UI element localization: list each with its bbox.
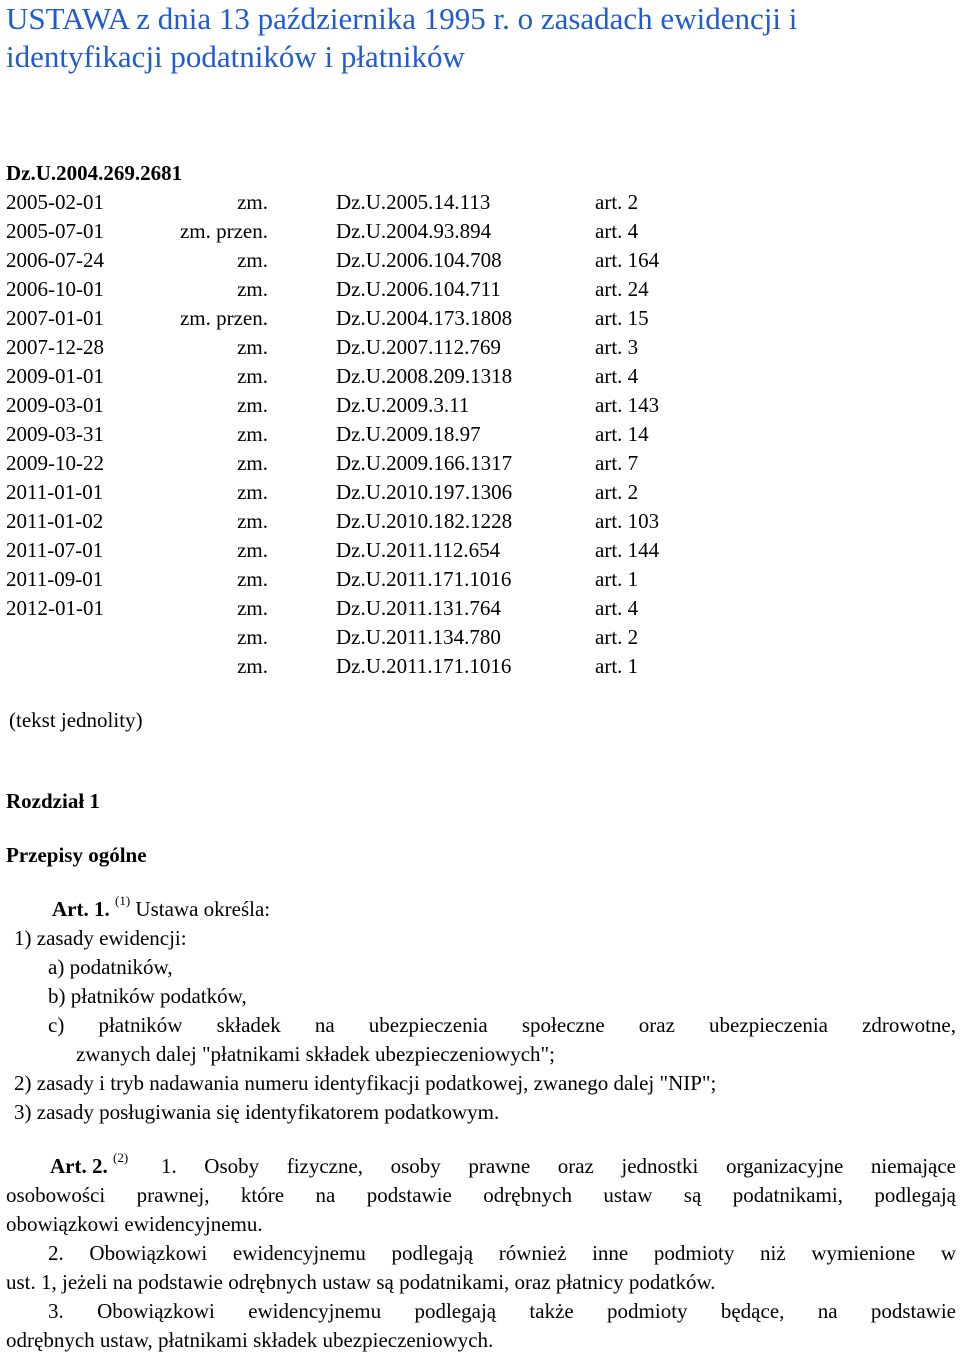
amendment-article: art. 7 <box>595 451 639 475</box>
amendment-reference: Dz.U.2004.173.1808 <box>336 306 513 330</box>
amendment-date: 2011-07-01 <box>6 538 104 562</box>
amendment-type: zm. <box>237 538 268 562</box>
amendment-type: zm. <box>237 625 268 649</box>
art2-footnote: (2) <box>112 1150 129 1165</box>
art1-label: Art. 1. <box>52 897 110 921</box>
amendment-article: art. 2 <box>595 480 639 504</box>
art2-p3-line2: odrębnych ustaw, płatnikami składek ubezpieczeniowych. <box>6 1328 494 1352</box>
amendment-reference: Dz.U.2006.104.708 <box>336 248 502 272</box>
amendment-type: zm. <box>237 190 268 214</box>
amendment-article: art. 4 <box>595 596 639 620</box>
amendment-date: 2006-10-01 <box>6 277 104 301</box>
art2-p3-line1: 3. Obowiązkowi ewidencyjnemu podlegają także podmioty będące, na podstawie <box>48 1299 956 1323</box>
amendment-reference: Dz.U.2008.209.1318 <box>336 364 513 388</box>
amendment-date: 2007-12-28 <box>6 335 104 359</box>
amendment-article: art. 103 <box>595 509 660 533</box>
art2-label-wrap <box>50 1150 129 1179</box>
amendment-article: art. 24 <box>595 277 649 301</box>
chapter-heading: Rozdział 1 <box>6 789 100 813</box>
amendment-type: zm. <box>237 596 268 620</box>
amendment-type: zm. przen. <box>179 306 268 330</box>
amendment-article: art. 2 <box>595 190 639 214</box>
art1-item-1a: a) podatników, <box>48 955 173 979</box>
art2-p2-line1: 2. Obowiązkowi ewidencyjnemu podlegają również inne podmioty niż wymienione w <box>48 1241 956 1265</box>
amendment-reference: Dz.U.2009.3.11 <box>336 393 470 417</box>
amendment-article: art. 143 <box>595 393 660 417</box>
amendment-reference: Dz.U.2007.112.769 <box>336 335 501 359</box>
amendment-article: art. 3 <box>595 335 639 359</box>
amendment-type: zm. <box>237 451 268 475</box>
amendment-article: art. 2 <box>595 625 639 649</box>
amendment-reference: Dz.U.2009.166.1317 <box>336 451 513 475</box>
amendment-date: 2005-07-01 <box>6 219 104 243</box>
amendment-type: zm. <box>237 480 268 504</box>
amendment-type: zm. <box>237 654 268 678</box>
art1-item-2: 2) zasady i tryb nadawania numeru identyfikacji podatkowej, zwanego dalej "NIP"; <box>14 1071 717 1095</box>
amendment-reference: Dz.U.2010.197.1306 <box>336 480 513 504</box>
amendment-article: art. 15 <box>595 306 649 330</box>
amendment-type: zm. <box>237 364 268 388</box>
amendment-reference: Dz.U.2004.93.894 <box>336 219 492 243</box>
amendment-article: art. 4 <box>595 219 639 243</box>
art1-item-1: 1) zasady ewidencji: <box>14 926 187 950</box>
art1-item-1b: b) płatników podatków, <box>48 984 247 1008</box>
art1-item-1c-line2: zwanych dalej "płatnikami składek ubezpieczeniowych"; <box>76 1042 555 1066</box>
amendment-reference: Dz.U.2011.134.780 <box>336 625 501 649</box>
amendment-reference: Dz.U.2005.14.113 <box>336 190 491 214</box>
amendment-article: art. 144 <box>595 538 660 562</box>
amendment-reference: Dz.U.2010.182.1228 <box>336 509 513 533</box>
amendment-date: 2007-01-01 <box>6 306 104 330</box>
chapter-title: Przepisy ogólne <box>6 843 147 867</box>
art2-p2-line2: ust. 1, jeżeli na podstawie odrębnych ustaw są podatnikami, oraz płatnicy podatków. <box>6 1270 716 1294</box>
amendment-date: 2009-03-31 <box>6 422 104 446</box>
art2-p1-line3: obowiązkowi ewidencyjnemu. <box>6 1212 263 1236</box>
amendment-article: art. 1 <box>595 567 639 591</box>
amendment-date: 2009-10-22 <box>6 451 104 475</box>
amendment-type: zm. <box>237 335 268 359</box>
art2-p1-line1: 1. Osoby fizyczne, osoby prawne oraz jednostki organizacyjne niemające <box>161 1154 956 1178</box>
amendment-date: 2009-01-01 <box>6 364 104 388</box>
amendment-type: zm. <box>237 567 268 591</box>
art1-heading <box>52 893 271 922</box>
amendment-date: 2006-07-24 <box>6 248 104 272</box>
amendment-date: 2011-01-01 <box>6 480 104 504</box>
art1-footnote: (1) <box>114 893 131 908</box>
document-title: USTAWA z dnia 13 października 1995 r. o zasadach ewidencji i identyfikacji podatników i płatników <box>6 1 798 74</box>
amendment-reference: Dz.U.2011.171.1016 <box>336 567 512 591</box>
amendment-article: art. 1 <box>595 654 639 678</box>
amendment-article: art. 164 <box>595 248 660 272</box>
amendment-date: 2005-02-01 <box>6 190 104 214</box>
amendment-date: 2012-01-01 <box>6 596 104 620</box>
amendment-reference: Dz.U.2011.171.1016 <box>336 654 512 678</box>
amendment-article: art. 4 <box>595 364 639 388</box>
art2-label: Art. 2. <box>50 1154 108 1178</box>
journal-reference: Dz.U.2004.269.2681 <box>6 161 183 185</box>
amendment-reference: Dz.U.2006.104.711 <box>336 277 501 301</box>
amendment-article: art. 14 <box>595 422 649 446</box>
amendment-type: zm. <box>237 393 268 417</box>
amendment-date: 2011-01-02 <box>6 509 104 533</box>
art1-item-1c-line1: c) płatników składek na ubezpieczenia społeczne oraz ubezpieczenia zdrowotne, <box>48 1013 956 1037</box>
amendment-reference: Dz.U.2009.18.97 <box>336 422 481 446</box>
art1-item-3: 3) zasady posługiwania się identyfikatorem podatkowym. <box>14 1100 500 1124</box>
amendment-date: 2011-09-01 <box>6 567 104 591</box>
amendment-type: zm. przen. <box>179 219 268 243</box>
amendment-type: zm. <box>237 509 268 533</box>
amendment-type: zm. <box>237 248 268 272</box>
art1-intro: Ustawa określa: <box>135 897 271 921</box>
amendment-date: 2009-03-01 <box>6 393 104 417</box>
amendment-type: zm. <box>237 422 268 446</box>
art2-p1-line2: osobowości prawnej, które na podstawie odrębnych ustaw są podatnikami, podlegają <box>6 1183 956 1207</box>
consolidated-text-note: (tekst jednolity) <box>9 708 143 732</box>
amendment-reference: Dz.U.2011.112.654 <box>336 538 501 562</box>
amendment-reference: Dz.U.2011.131.764 <box>336 596 501 620</box>
amendment-type: zm. <box>237 277 268 301</box>
